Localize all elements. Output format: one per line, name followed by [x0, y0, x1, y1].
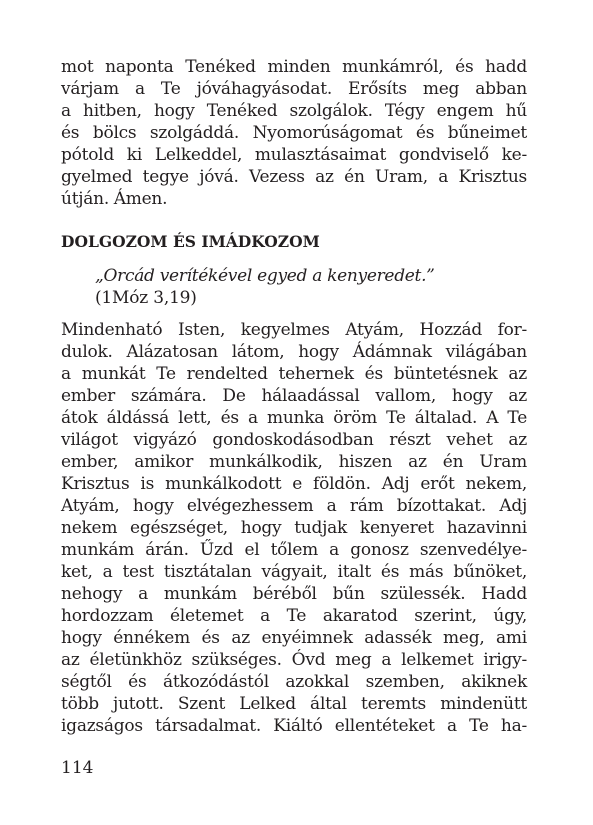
- text-line: ember számára. De hálaadással vallom, hogy az: [61, 386, 527, 406]
- text-line: átok áldássá lett, és a munka öröm Te általad. A Te: [61, 408, 527, 428]
- motto-quote: „Orcád verítékével egyed a kenyeredet.”: [95, 266, 435, 286]
- text-line: a hitben, hogy Tenéked szolgálok. Tégy engem hű: [61, 101, 527, 121]
- text-line: a munkát Te rendelted tehernek és büntetésnek az: [61, 364, 527, 384]
- section-heading: DOLGOZOM ÉS IMÁDKOZOM: [61, 232, 320, 251]
- motto-reference: (1Móz 3,19): [95, 288, 197, 308]
- text-line: az életünkhöz szükséges. Óvd meg a lelkemet irigy-: [61, 650, 527, 670]
- text-line: gyelmed tegye jóvá. Vezess az én Uram, a Krisztus: [61, 167, 527, 187]
- text-line: hordozzam életemet a Te akaratod szerint, úgy,: [61, 606, 527, 626]
- text-line: Mindenható Isten, kegyelmes Atyám, Hozzád for-: [61, 320, 527, 340]
- text-line: útján. Ámen.: [61, 189, 168, 209]
- text-line: nehogy a munkám béréből bűn szülessék. Hadd: [61, 584, 527, 604]
- text-line: nekem egészséget, hogy tudjak kenyeret hazavinni: [61, 518, 527, 538]
- text-line: pótold ki Lelkeddel, mulasztásaimat gondviselő ke-: [61, 145, 527, 165]
- text-line: várjam a Te jóváhagyásodat. Erősíts meg abban: [61, 79, 527, 99]
- text-line: ségtől és átkozódástól azokkal szemben, akiknek: [61, 672, 527, 692]
- text-line: hogy énnékem és az enyéimnek adassék meg, ami: [61, 628, 527, 648]
- text-line: ember, amikor munkálkodik, hiszen az én Uram: [61, 452, 527, 472]
- text-line: mot naponta Tenéked minden munkámról, és hadd: [61, 57, 527, 77]
- text-line: világot vigyázó gondoskodásodban részt vehet az: [61, 430, 527, 450]
- text-line: és bölcs szolgáddá. Nyomorúságomat és bűneimet: [61, 123, 527, 143]
- text-line: munkám árán. Űzd el tőlem a gonosz szenvedélye-: [61, 540, 527, 560]
- page-number: 114: [61, 758, 94, 778]
- text-line: több jutott. Szent Lelked által teremts mindenütt: [61, 694, 527, 714]
- text-line: Krisztus is munkálkodott e földön. Adj erőt nekem,: [61, 474, 527, 494]
- text-line: ket, a test tisztátalan vágyait, italt és más bűnöket,: [61, 562, 527, 582]
- text-line: dulok. Alázatosan látom, hogy Ádámnak világában: [61, 342, 527, 362]
- text-line: Atyám, hogy elvégezhessem a rám bízottakat. Adj: [61, 496, 527, 516]
- text-line: igazságos társadalmat. Kiáltó ellentéteket a Te ha-: [61, 716, 527, 736]
